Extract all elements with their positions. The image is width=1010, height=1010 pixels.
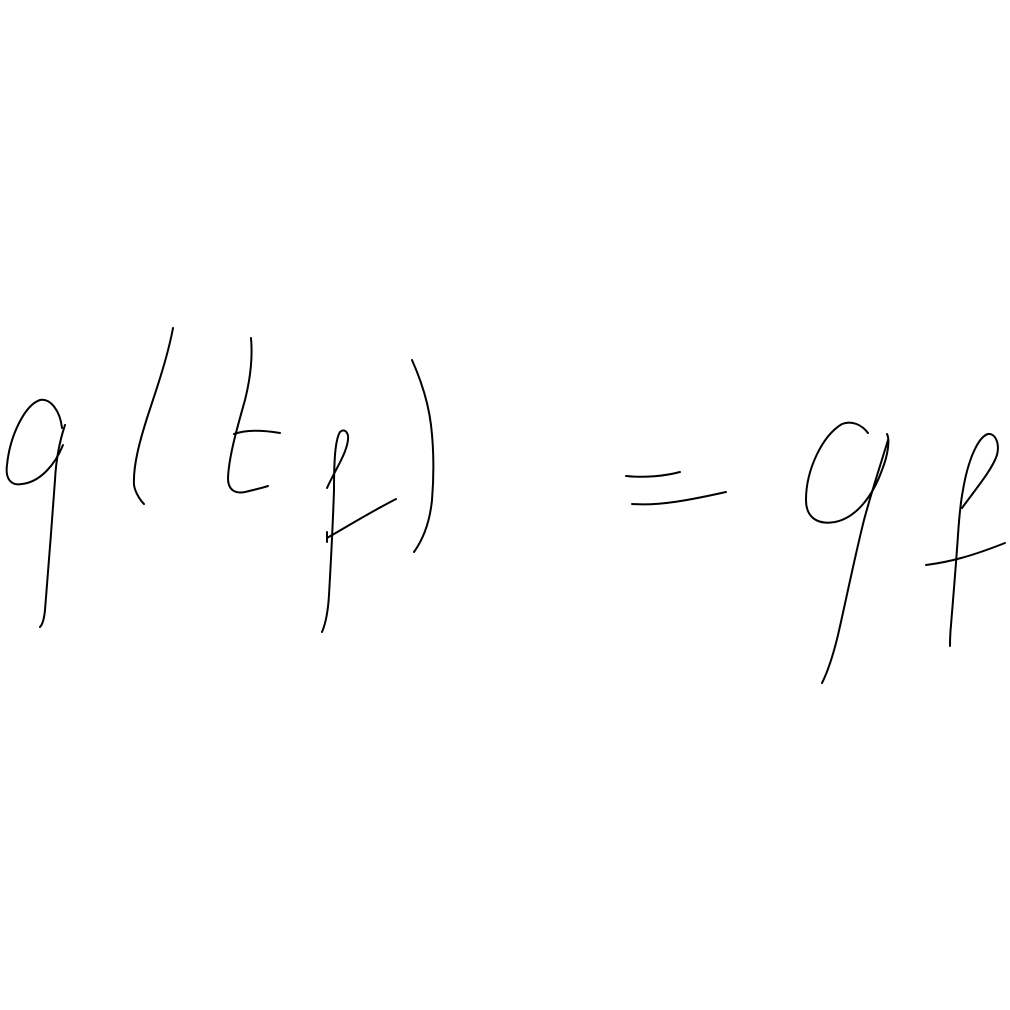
glyph-t-stem xyxy=(228,338,268,492)
glyph-f-right-crossbar xyxy=(926,543,1005,565)
glyph-f-right-stem xyxy=(950,535,958,646)
glyph-q-left-bowl xyxy=(7,400,63,485)
glyph-t-crossbar xyxy=(234,431,280,434)
glyph-equals-bottom xyxy=(632,492,726,504)
glyph-f-inner-stem xyxy=(322,490,334,632)
glyph-close-paren xyxy=(412,360,433,552)
glyph-q-right-bowl xyxy=(806,423,888,523)
glyph-f-right-loop xyxy=(958,434,998,535)
glyph-q-right-stem xyxy=(822,440,888,683)
handwritten-expression xyxy=(7,328,1005,683)
glyph-f-inner-crossbar xyxy=(327,499,396,538)
glyph-q-left-stem xyxy=(40,425,65,627)
glyph-open-paren xyxy=(134,328,173,504)
glyph-equals-top xyxy=(626,472,680,477)
glyph-f-inner-loop xyxy=(327,430,348,490)
